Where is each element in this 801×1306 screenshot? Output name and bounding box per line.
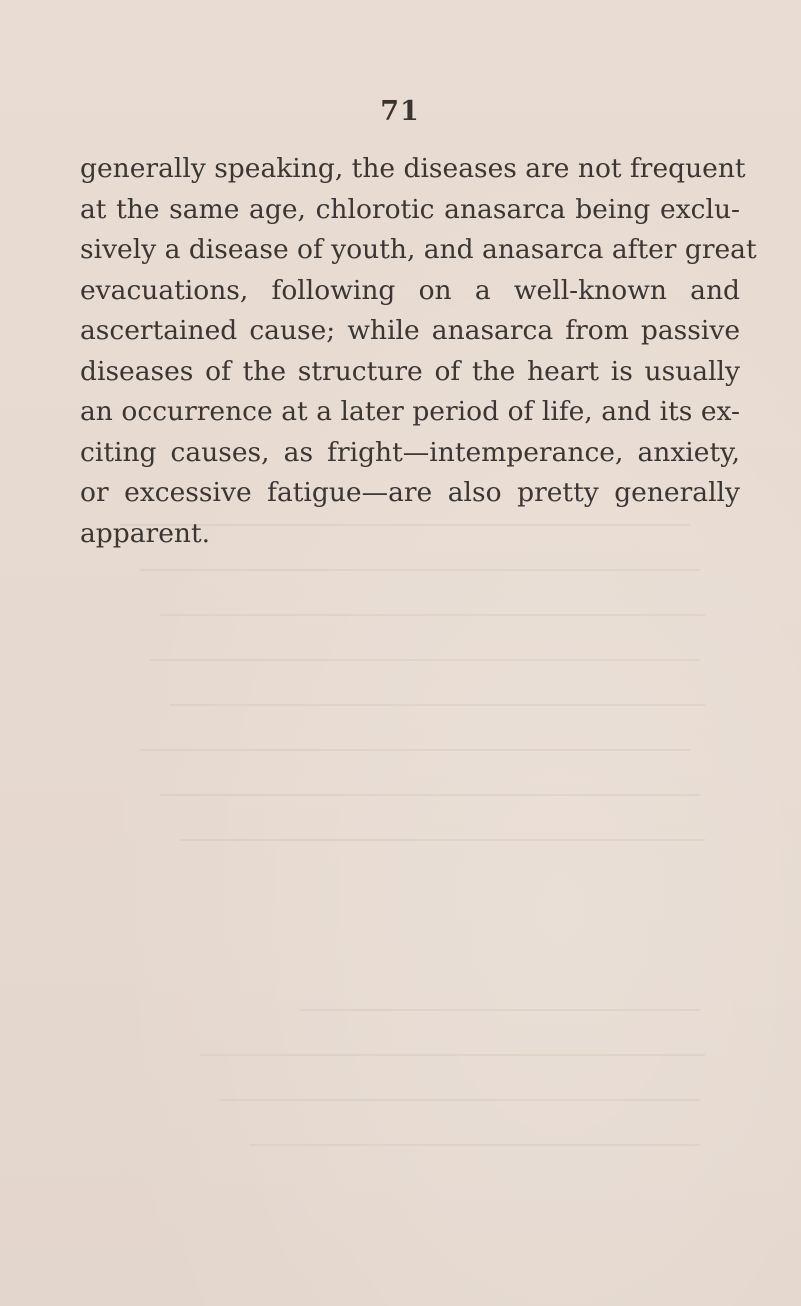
text-line: diseases of the structure of the heart is usually (80, 355, 740, 387)
text-line: at the same age, chlorotic anasarca being exclu- (80, 193, 740, 225)
text-line: citing causes, as fright—intemperance, anxiety, (80, 436, 740, 468)
body-paragraph (80, 149, 757, 554)
text-line: or excessive fatigue—are also pretty generally (80, 477, 740, 508)
text-line: evacuations, following on a well-known and (80, 274, 740, 306)
text-line: ascertained cause; while anasarca from passive (80, 315, 740, 346)
page-number: 71 (380, 96, 420, 127)
text-line: sively a disease of youth, and anasarca after great (80, 234, 757, 265)
text-line: generally speaking, the diseases are not frequent (80, 153, 746, 184)
text-line: an occurrence at a later period of life, and its ex- (80, 396, 740, 427)
text-line: apparent. (80, 517, 211, 549)
